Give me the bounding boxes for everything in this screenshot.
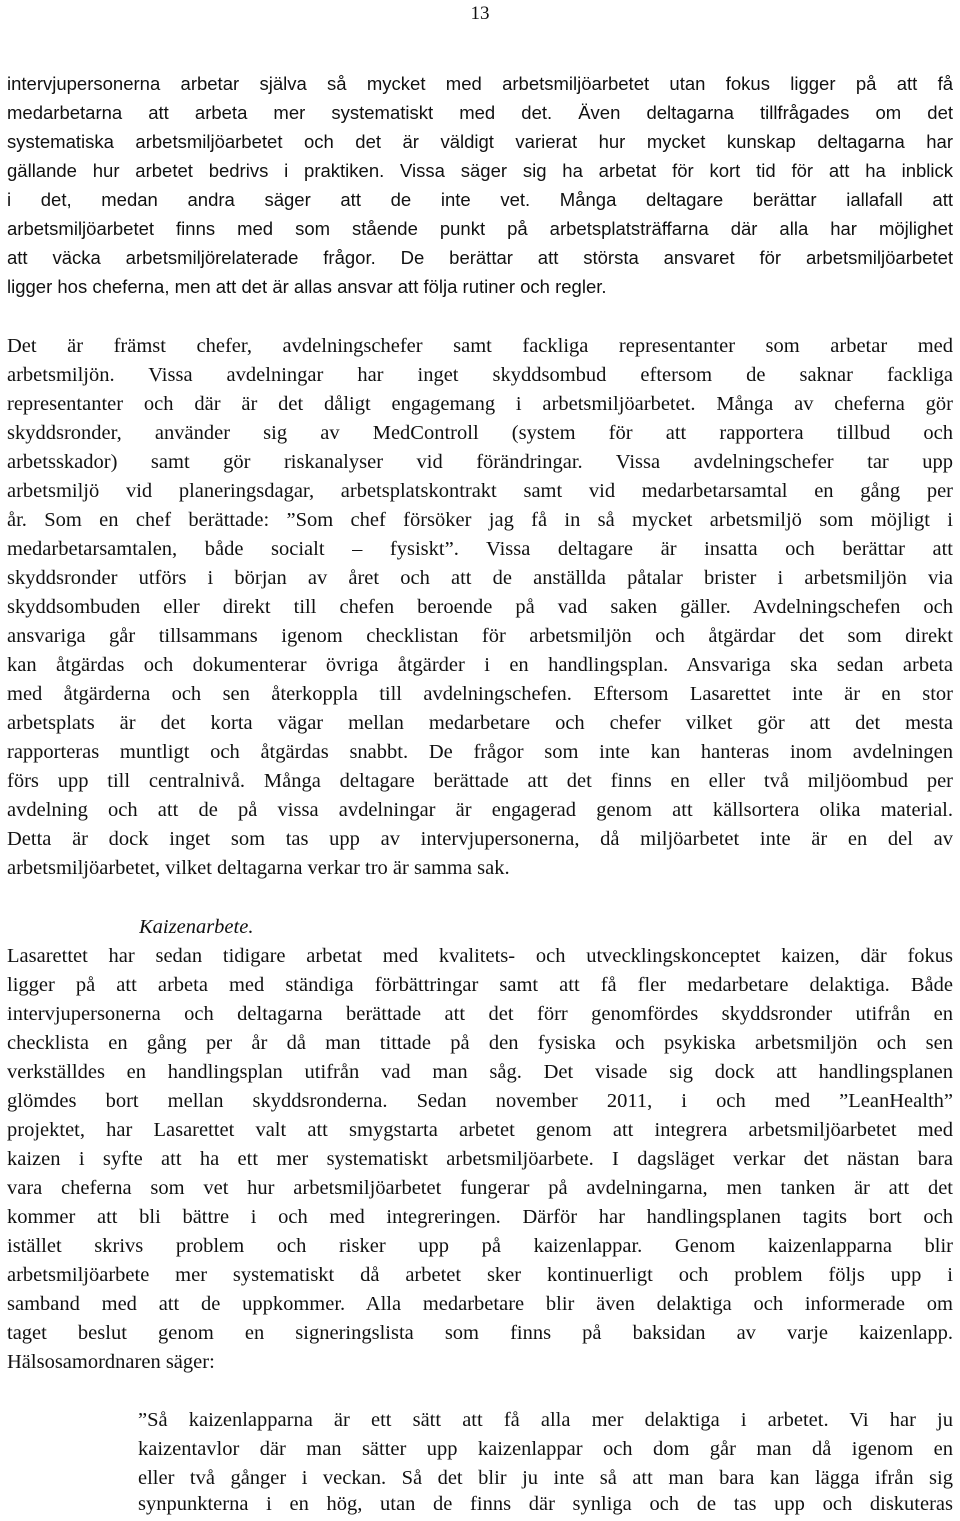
- paragraph-1-line: ligger hos cheferna, men att det är allas ansvar att följa rutiner och regler.: [7, 276, 607, 297]
- quote-line: kaizentavlor där man sätter upp kaizenlappar och dom går man då igenom en: [138, 1438, 953, 1460]
- paragraph-3-line: samband med att de uppkommer. Alla medarbetare blir även delaktiga och informerade om: [7, 1293, 953, 1315]
- quote-line: ”Så kaizenlapparna är ett sätt att få alla mer delaktiga i arbetet. Vi har ju: [138, 1409, 953, 1431]
- paragraph-1-line: arbetsmiljöarbetet finns med som stående punkt på arbetsplatsträffarna där alla har möjlighet: [7, 218, 953, 239]
- paragraph-2-line: arbetsskador) samt gör riskanalyser vid förändringar. Vissa avdelningschefer tar upp: [7, 451, 953, 473]
- paragraph-2-line: arbetsmiljön. Vissa avdelningar har inget skyddsombud eftersom de saknar fackliga: [7, 364, 953, 386]
- paragraph-3-line: istället skrivs problem och risker upp på kaizenlappar. Genom kaizenlapparna blir: [7, 1235, 953, 1257]
- paragraph-3-line: intervjupersonerna och deltagarna berättade att det förr genomfördes skyddsronder utifrån en: [7, 1003, 953, 1025]
- paragraph-3-line: arbetsmiljöarbete mer systematiskt då arbetet sker kontinuerligt och problem följs upp i: [7, 1264, 953, 1286]
- paragraph-2-line: skyddsronder, använder sig av MedControll (system för att rapportera tillbud och: [7, 422, 953, 444]
- paragraph-2-line: arbetsmiljö vid planeringsdagar, arbetsplatskontrakt samt vid medarbetarsamtal en gång per: [7, 480, 953, 502]
- paragraph-3-line: vara cheferna som vet hur arbetsmiljöarbetet fungerar på avdelningarna, men tanken är att det: [7, 1177, 953, 1199]
- paragraph-3-line: kommer att bli bättre i och med integreringen. Därför har handlingsplanen tagits bort och: [7, 1206, 953, 1228]
- section-heading: Kaizenarbete.: [139, 916, 254, 938]
- paragraph-2-line: Det är främst chefer, avdelningschefer samt fackliga representanter som arbetar med: [7, 335, 953, 357]
- paragraph-2-line: arbetsplats är det korta vägar mellan medarbetare och chefer vilket gör att det mesta: [7, 712, 953, 734]
- page-number: 13: [470, 3, 490, 24]
- paragraph-2-line: rapporteras muntligt och åtgärdas snabbt. De frågor som inte kan hanteras inom avdelningen: [7, 741, 953, 763]
- paragraph-3-line: ligger på att arbeta med ständiga förbättringar samt att få fler medarbetare delaktiga. Både: [7, 974, 953, 996]
- paragraph-2-line: skyddsombuden eller direkt till chefen beroende på vad saken gäller. Avdelningschefen och: [7, 596, 953, 618]
- paragraph-2-line: kan åtgärdas och dokumenterar övriga åtgärder i en handlingsplan. Ansvariga ska sedan arbeta: [7, 654, 953, 676]
- paragraph-2-line: arbetsmiljöarbetet, vilket deltagarna verkar tro är samma sak.: [7, 857, 510, 879]
- paragraph-1-line: systematiska arbetsmiljöarbetet och det är väldigt varierat hur mycket kunskap deltagarna har: [7, 131, 953, 152]
- paragraph-1-line: gällande hur arbetet bedrivs i praktiken. Vissa säger sig ha arbetat för kort tid för att ha inblick: [7, 160, 953, 181]
- paragraph-2-line: ansvariga går tillsammans igenom checklistan för arbetsmiljön och åtgärdar det som direkt: [7, 625, 953, 647]
- paragraph-3-line: verkställdes en handlingsplan utifrån vad man såg. Det visade sig dock att handlingsplanen: [7, 1061, 953, 1083]
- paragraph-1-line: i det, medan andra säger att de inte vet. Många deltagare berättar iallafall att: [7, 189, 953, 210]
- quote-line: eller två gånger i veckan. Så det blir ju inte så att man bara kan lägga ifrån sig: [138, 1467, 953, 1489]
- paragraph-2-line: med åtgärderna och sen återkoppla till avdelningschefen. Eftersom Lasarettet inte är en stor: [7, 683, 953, 705]
- paragraph-2-line: medarbetarsamtalen, både socialt – fysiskt”. Vissa deltagare är insatta och berättar att: [7, 538, 953, 560]
- paragraph-3-line: checklista en gång per år då man tittade på den fysiska och psykiska arbetsmiljön och sen: [7, 1032, 953, 1054]
- paragraph-3-line: Lasarettet har sedan tidigare arbetat med kvalitets- och utvecklingskonceptet kaizen, där fokus: [7, 945, 953, 967]
- paragraph-1-line: intervjupersonerna arbetar själva så mycket med arbetsmiljöarbetet utan fokus ligger på att få: [7, 73, 953, 94]
- paragraph-3-line: taget beslut genom en signeringslista som finns på baksidan av varje kaizenlapp.: [7, 1322, 953, 1344]
- paragraph-1-line: medarbetarna att arbeta mer systematiskt med det. Även deltagarna tillfrågades om det: [7, 102, 953, 123]
- paragraph-3-line: Hälsosamordnaren säger:: [7, 1351, 215, 1373]
- quote-line: synpunkterna i en hög, utan de finns där synliga och de tas upp och diskuteras: [138, 1493, 953, 1515]
- paragraph-2-line: år. Som en chef berättade: ”Som chef försöker jag få in så mycket arbetsmiljö som möjligt i: [7, 509, 953, 531]
- paragraph-1-line: att väcka arbetsmiljörelaterade frågor. De berättar att största ansvaret för arbetsmiljöarbetet: [7, 247, 953, 268]
- paragraph-2-line: förs upp till centralnivå. Många deltagare berättade att det finns en eller två miljöombud per: [7, 770, 953, 792]
- paragraph-2-line: Detta är dock inget som tas upp av intervjupersonerna, då miljöarbetet inte är en del av: [7, 828, 953, 850]
- paragraph-2-line: avdelning och att de på vissa avdelningar är engagerad genom att källsortera olika material.: [7, 799, 953, 821]
- paragraph-3-line: glömdes bort mellan skyddsronderna. Sedan november 2011, i och med ”LeanHealth”: [7, 1090, 953, 1112]
- paragraph-2-line: skyddsronder utförs i början av året och att de anställda påtalar brister i arbetsmiljön via: [7, 567, 953, 589]
- paragraph-2-line: representanter och där är det dåligt engagemang i arbetsmiljöarbetet. Många av cheferna gör: [7, 393, 953, 415]
- paragraph-3-line: projektet, har Lasarettet valt att smygstarta arbetet genom att integrera arbetsmiljöarbetet med: [7, 1119, 953, 1141]
- paragraph-3-line: kaizen i syfte att ha ett mer systematiskt arbetsmiljöarbete. I dagsläget verkar det nästan bara: [7, 1148, 953, 1170]
